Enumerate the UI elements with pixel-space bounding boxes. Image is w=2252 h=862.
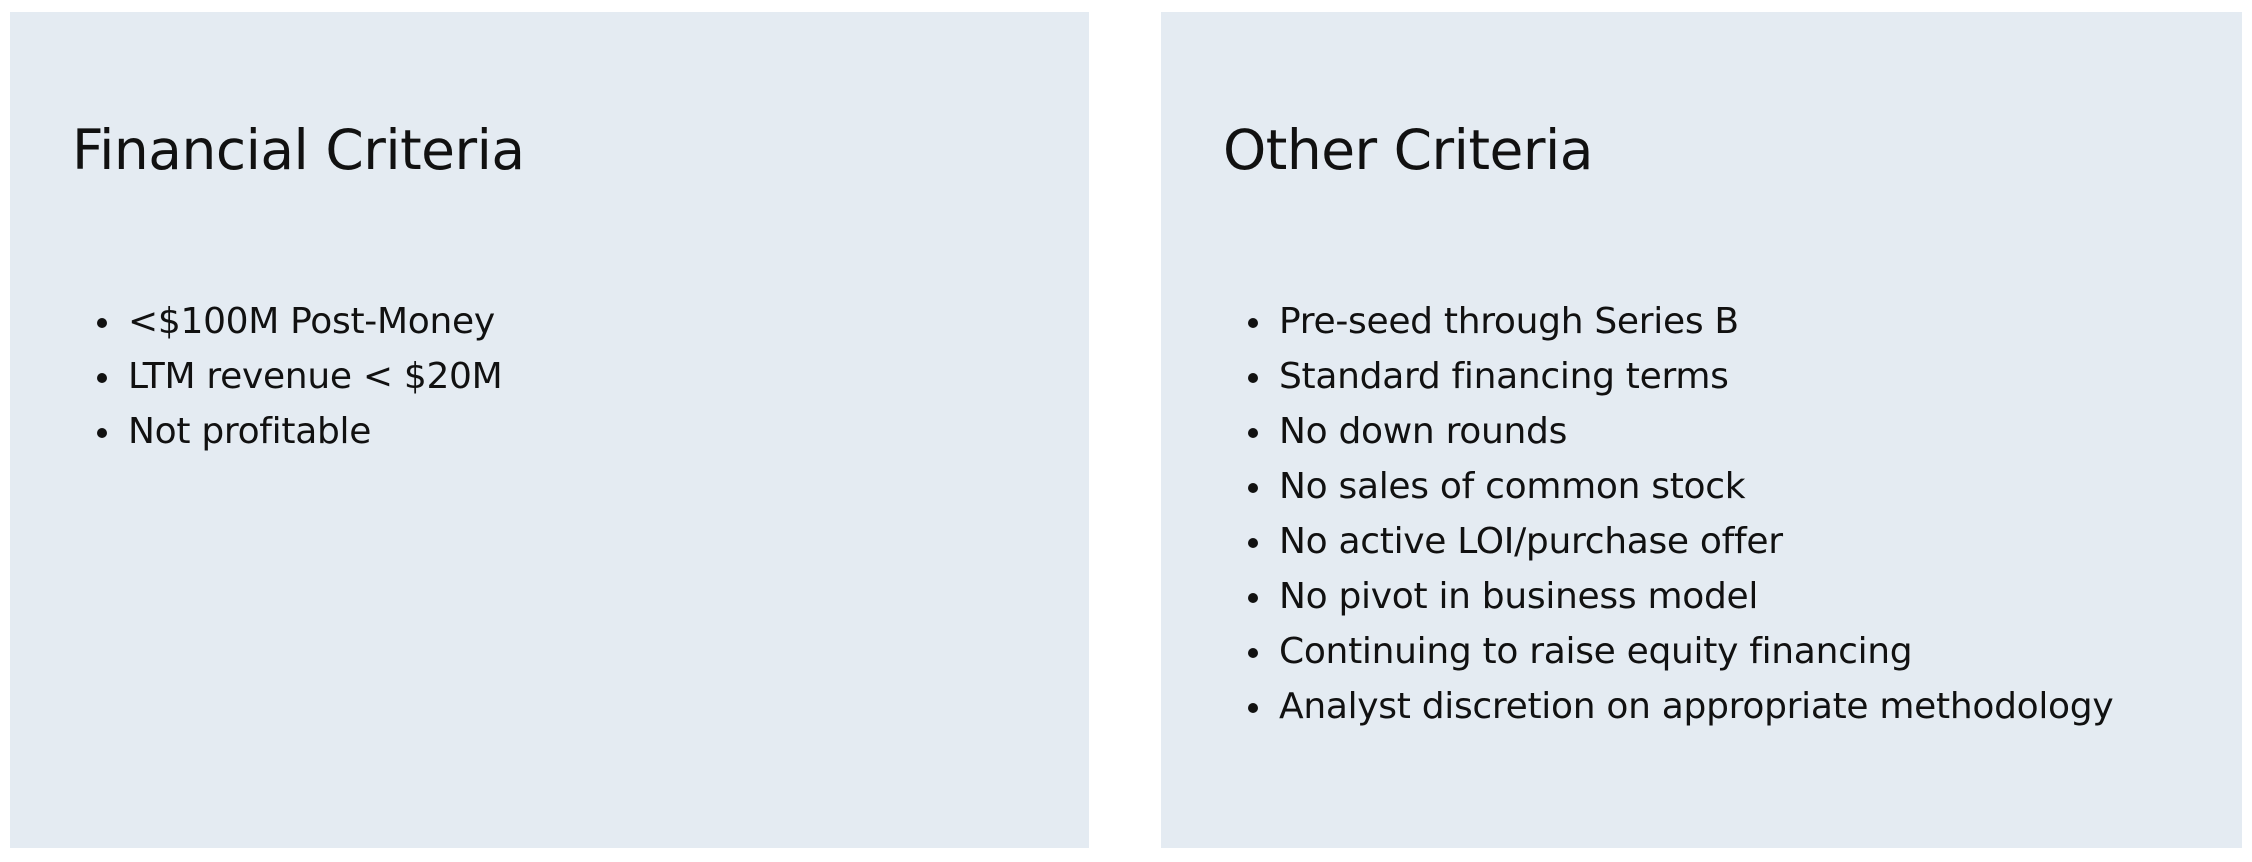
other-criteria-title: Other Criteria <box>1223 118 1593 182</box>
financial-criteria-card <box>10 12 1089 848</box>
list-item: No sales of common stock <box>1279 459 2113 514</box>
list-item: Not profitable <box>128 404 502 459</box>
list-item: Analyst discretion on appropriate methodology <box>1279 679 2113 734</box>
list-item: Pre-seed through Series B <box>1279 294 2113 349</box>
list-item: No down rounds <box>1279 404 2113 459</box>
list-item: No active LOI/purchase offer <box>1279 514 2113 569</box>
financial-criteria-title: Financial Criteria <box>72 118 525 182</box>
other-criteria-list <box>1223 294 2113 734</box>
list-item: Continuing to raise equity financing <box>1279 624 2113 679</box>
other-criteria-card <box>1161 12 2242 848</box>
list-item: Standard financing terms <box>1279 349 2113 404</box>
list-item: No pivot in business model <box>1279 569 2113 624</box>
list-item: LTM revenue < $20M <box>128 349 502 404</box>
list-item: <$100M Post-Money <box>128 294 502 349</box>
financial-criteria-list <box>72 294 502 459</box>
